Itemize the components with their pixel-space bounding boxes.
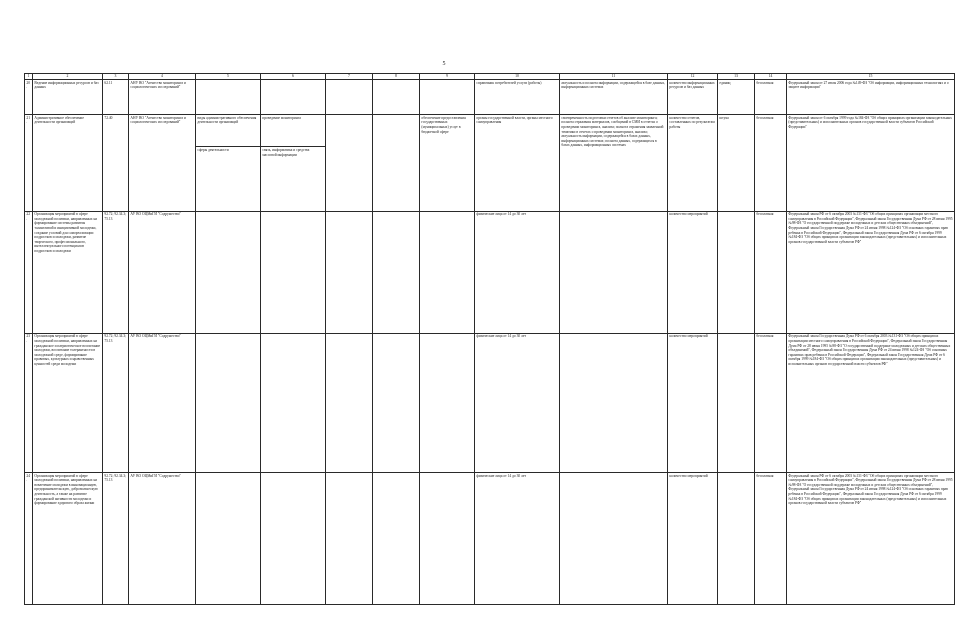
quality-indicator: актуальность и полнота информации, содержащейся в базе данных, информационных системах <box>560 80 668 115</box>
column-number: 13 <box>718 74 755 80</box>
page-number: 5 <box>442 61 446 67</box>
volume-indicator: количество информационных ресурсов и баз данных <box>668 80 718 115</box>
legal-basis: Федеральный закон РФ от 6 октября 2003 №131-ФЗ "Об общих принципах организации местного самоуправления в Российской Федерации", Федеральный закон Государственная Дума РФ от 28 июня 1995 №98-ФЗ "О государственной поддержке молодежных и детских общественных объединений", Федеральный закон Государственная Дума РФ от 24 июня 1998 №124-ФЗ "Об основных гарантиях прав ребенка в Российской Федерации", Федеральный закон Государственная Дума РФ от 6 октября 1999 №184-ФЗ "Об общих принципах организации законодательных (представительных) и исполнительных органов государственной власти субъектов РФ" <box>787 472 955 604</box>
payment-type: бесплатная <box>755 211 787 333</box>
cell-col5: виды административного обеспечения деятельности организаций <box>196 115 261 147</box>
legal-basis: Федеральный закон от 6 октября 1999 года №184-ФЗ "Об общих принципах организации законодательных (представительных) и исполнительных органов государственной власти субъектов Российской Федерации" <box>787 115 955 211</box>
provider-organization: АУ ВО ОЦМиГИ "Содружество" <box>129 211 196 333</box>
okved-code: 72.40 <box>103 115 129 211</box>
service-name: Организация мероприятий в сфере молодежной политики, направленных на вовлечение молодежи в инновационную, предпринимательскую, добровольческую деятельность, а также на развитие гражданской активности молодежи и формирование здорового образа жизни <box>33 472 103 604</box>
table-row <box>25 472 955 604</box>
cell-col9 <box>420 211 475 333</box>
provider-organization: АУ ВО ОЦМиГИ "Содружество" <box>129 472 196 604</box>
unit-of-measure: штука <box>718 115 755 211</box>
cell-col5 <box>196 80 261 115</box>
column-number: 4 <box>129 74 196 80</box>
cell-col9 <box>420 472 475 604</box>
services-register-table <box>24 73 955 605</box>
service-name: Административное обеспечение деятельности организаций <box>33 115 103 211</box>
okved-code: 92.72; 92.34.3; 75.13 <box>103 333 129 472</box>
cell-col6: связь, информатика и средства массовой информации <box>261 147 326 211</box>
payment-type: бесплатная <box>755 80 787 115</box>
cell-col8 <box>373 80 420 115</box>
column-number: 6 <box>261 74 326 80</box>
legal-basis: Федеральный закон РФ от 6 октября 2003 №131-ФЗ "Об общих принципах организации местного самоуправления в Российской Федерации", Федеральный закон Государственная Дума РФ от 28 июня 1995 №98-ФЗ "О государственной поддержке молодежных и детских общественных объединений", Федеральный закон Государственная Дума РФ от 24 июня 1998 №124-ФЗ "Об основных гарантиях прав ребенка в Российской Федерации", Федеральный закон Государственная Дума РФ от 6 октября 1999 №184-ФЗ "Об общих принципах организации законодательных (представительных) и исполнительных органов государственной власти субъектов РФ" <box>787 211 955 333</box>
table-row <box>25 80 955 115</box>
unit-of-measure: единиц <box>718 80 755 115</box>
cell-col9 <box>420 333 475 472</box>
column-number: 12 <box>668 74 718 80</box>
cell-col8 <box>373 472 420 604</box>
unit-of-measure <box>718 472 755 604</box>
table-row <box>25 115 955 147</box>
cell-col7 <box>326 80 373 115</box>
volume-indicator: количество мероприятий <box>668 333 718 472</box>
consumer-category: физические лица от 14 до 30 лет <box>475 333 560 472</box>
unit-of-measure <box>718 211 755 333</box>
row-number: 21. <box>25 115 33 211</box>
okved-code: 92.72; 92.34.3; 75.13 <box>103 211 129 333</box>
row-number: 20. <box>25 80 33 115</box>
cell-col6 <box>261 472 326 604</box>
cell-col6 <box>261 80 326 115</box>
provider-organization: АНУ ВО "Агентство мониторинга и социологических исследований" <box>129 80 196 115</box>
quality-indicator <box>560 333 668 472</box>
column-number: 5 <box>196 74 261 80</box>
consumer-category: органы государственной власти, органы местного самоуправления <box>475 115 560 211</box>
cell-col7 <box>326 333 373 472</box>
table-row <box>25 333 955 472</box>
cell-col7 <box>326 472 373 604</box>
volume-indicator: количество отчетов, составленных по результатам работы <box>668 115 718 211</box>
quality-indicator <box>560 211 668 333</box>
volume-indicator: количество мероприятий <box>668 472 718 604</box>
service-name: Ведение информационных ресурсов и баз данных <box>33 80 103 115</box>
consumer-category: справочник потребителей услуги (работы) <box>475 80 560 115</box>
row-number: 23. <box>25 333 33 472</box>
cell-col8 <box>373 333 420 472</box>
cell-col8 <box>373 211 420 333</box>
cell-col6: проведение мониторинга <box>261 115 326 147</box>
service-name: Организация мероприятий в сфере молодежной политики, направленных на формирование системы развития талантливой и инициативной молодежи, создание условий для самореализации подростков и молодежи, развитие творческого, профессионального, интеллектуального потенциалов подростков и молодежи <box>33 211 103 333</box>
payment-type: бесплатная <box>755 333 787 472</box>
table-row <box>25 211 955 333</box>
cell-col5 <box>196 472 261 604</box>
cell-col9: обеспечение предоставления государственных (муниципальных) услуг в бюджетной сфере <box>420 115 475 211</box>
cell-col7 <box>326 115 373 211</box>
payment-type: бесплатная <box>755 115 787 211</box>
cell-col5 <box>196 211 261 333</box>
legal-basis: Федеральный закон Государственная Дума РФ от 6 октября 2003 №131-ФЗ "Об общих принципах организации местного самоуправления в Российской Федерации", Федеральный закон Государственная Дума РФ от 28 июня 1995 №98-ФЗ "О государственной поддержке молодежных и детских общественных объединений", Федеральный закон Государственная Дума РФ от 24 июня 1998 №124-ФЗ "Об основных гарантиях прав ребенка в Российской Федерации", Федеральный закон Государственная Дума РФ от 6 октября 1999 №184-ФЗ "Об общих принципах организации законодательных (представительных) и исполнительных органов государственной власти субъектов РФ" <box>787 333 955 472</box>
provider-organization: АНУ ВО "Агентство мониторинга и социологических исследований" <box>129 115 196 211</box>
column-number: 9 <box>420 74 475 80</box>
column-number: 2 <box>33 74 103 80</box>
legal-basis: Федеральный закон от 27 июля 2006 года №149-ФЗ "Об информации, информационных технологиях и о защите информации" <box>787 80 955 115</box>
column-number: 8 <box>373 74 420 80</box>
quality-indicator: своевременность подготовки отчетов об анализе мониторинга; полнота отражения материалов, сообщений в СМИ в отчетах о проведении мониторинга, анализа; полнота отражения заявленной тематики в отчетах о проведении мониторинга, анализа; актуальность информации, содержащейся в базах данных, информационных системах; полнота данных, содержащихся в базах данных, информационных системах <box>560 115 668 211</box>
column-number: 3 <box>103 74 129 80</box>
row-number: 22. <box>25 211 33 333</box>
cell-col5: сферы деятельности <box>196 147 261 211</box>
cell-col9 <box>420 80 475 115</box>
column-number: 14 <box>755 74 787 80</box>
consumer-category: физические лица от 14 до 30 лет <box>475 472 560 604</box>
volume-indicator: количество мероприятий <box>668 211 718 333</box>
cell-col5 <box>196 333 261 472</box>
provider-organization: АУ ВО ОЦМиГИ "Содружество" <box>129 333 196 472</box>
cell-col6 <box>261 211 326 333</box>
column-number: 11 <box>560 74 668 80</box>
okved-code: 62.11 <box>103 80 129 115</box>
cell-col6 <box>261 333 326 472</box>
payment-type: бесплатная <box>755 472 787 604</box>
cell-col7 <box>326 211 373 333</box>
column-number: 7 <box>326 74 373 80</box>
column-number: 10 <box>475 74 560 80</box>
unit-of-measure <box>718 333 755 472</box>
column-number: 1 <box>25 74 33 80</box>
consumer-category: физические лица от 14 до 30 лет <box>475 211 560 333</box>
cell-col8 <box>373 115 420 211</box>
service-name: Организация мероприятий в сфере молодежной политики, направленных на гражданское и патриотическое воспитание молодежи, воспитание толерантности в молодежной среде, формирование правовых, культурных и нравственных ценностей среди молодежи <box>33 333 103 472</box>
okved-code: 92.72; 92.34.3; 75.13 <box>103 472 129 604</box>
column-number: 15 <box>787 74 955 80</box>
quality-indicator <box>560 472 668 604</box>
row-number: 24. <box>25 472 33 604</box>
